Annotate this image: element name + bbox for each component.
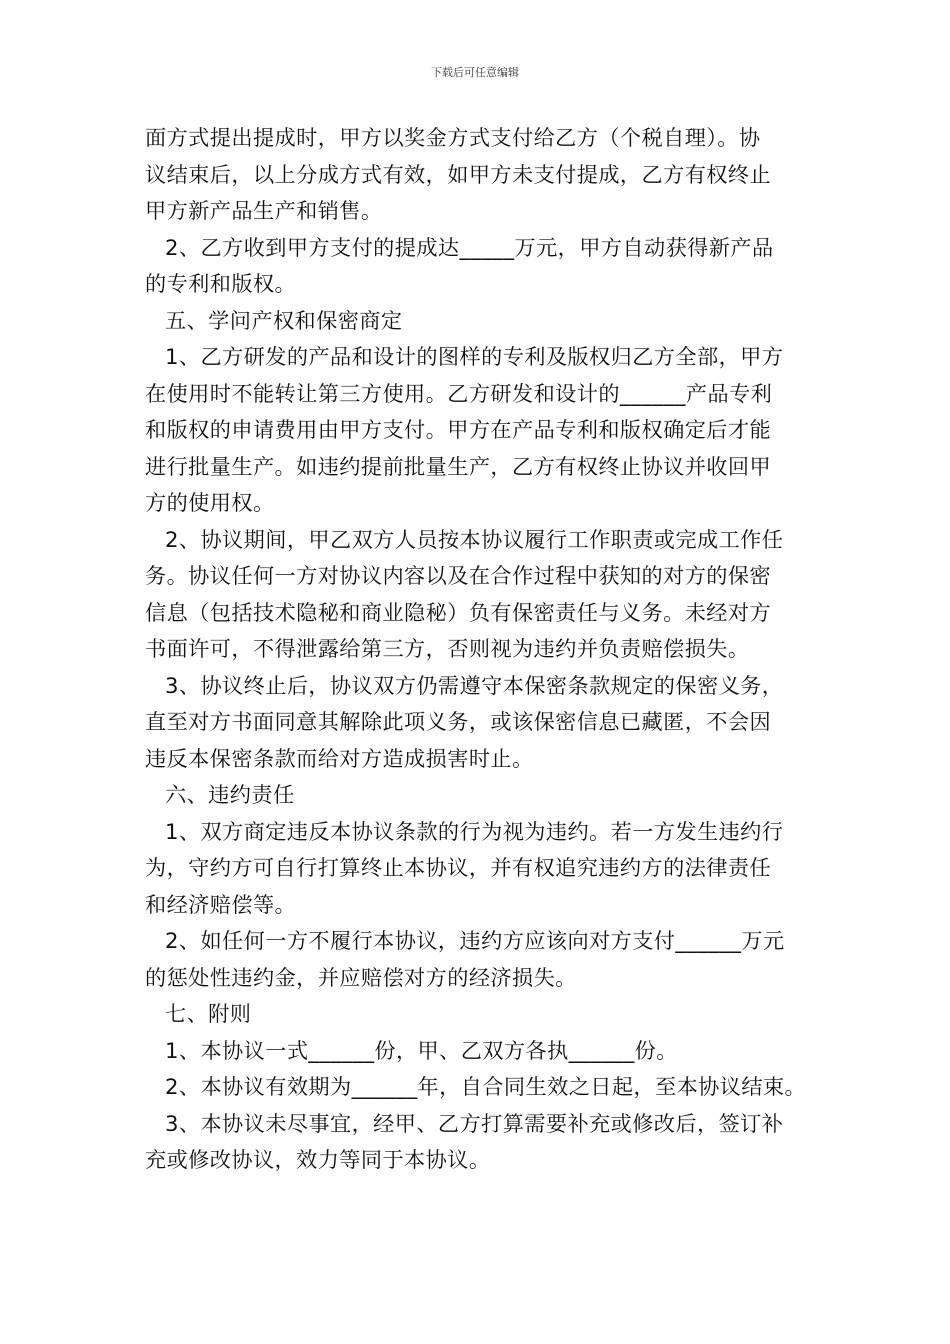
text-line: 书面许可，不得泄露给第三方，否则视为违约并负责赔偿损失。: [145, 636, 750, 661]
page-header-note: 下载后可任意编辑: [431, 66, 519, 79]
text-line: 七、附则: [165, 1001, 252, 1026]
text-line: 2、本协议有效期为______年，自合同生效之日起，至本协议结束。: [165, 1074, 807, 1099]
text-line: 1、乙方研发的产品和设计的图样的专利及版权归乙方全部，甲方: [165, 344, 784, 369]
text-line: 在使用时不能转让第三方使用。乙方研发和设计的______产品专利: [145, 380, 773, 406]
text-line: 1、双方商定违反本协议条款的行为视为违约。若一方发生违约行: [165, 818, 784, 844]
text-line: 2、协议期间，甲乙双方人员按本协议履行工作职责或完成工作任: [165, 526, 784, 552]
text-line: 3、协议终止后，协议双方仍需遵守本保密条款规定的保密义务，: [165, 672, 784, 698]
text-line: 的惩处性违约金，并应赔偿对方的经济损失。: [145, 964, 577, 990]
text-line: 甲方新产品生产和销售。: [145, 198, 383, 223]
text-line: 议结束后，以上分成方式有效，如甲方未支付提成，乙方有权终止: [145, 161, 772, 187]
text-line: 进行批量生产。如违约提前批量生产，乙方有权终止协议并收回甲: [145, 453, 772, 479]
document-body: [145, 120, 807, 1179]
text-line: 违反本保密条款而给对方造成损害时止。: [145, 745, 534, 771]
text-line: 2、如任何一方不履行本协议，违约方应该向对方支付______万元: [165, 928, 785, 953]
text-line: 2、乙方收到甲方支付的提成达_____万元，甲方自动获得新产品: [165, 234, 774, 260]
text-line: 充或修改协议，效力等同于本协议。: [145, 1147, 491, 1172]
text-line: 直至对方书面同意其解除此项义务，或该保密信息已藏匿，不会因: [145, 709, 772, 734]
text-line: 六、违约责任: [165, 782, 295, 807]
text-line: 1、本协议一式______份，甲、乙双方各执______份。: [165, 1037, 678, 1063]
text-line: 务。协议任何一方对协议内容以及在合作过程中获知的对方的保密: [145, 563, 772, 588]
text-line: 面方式提出提成时，甲方以奖金方式支付给乙方（个税自理）。协: [145, 125, 761, 150]
text-line: 和经济赔偿等。: [145, 891, 297, 917]
text-line: 3、本协议未尽事宜，经甲、乙方打算需要补充或修改后，签订补: [165, 1110, 784, 1136]
text-line: 方的使用权。: [145, 490, 275, 515]
text-line: 信息（包括技术隐秘和商业隐秘）负有保密责任与义务。未经对方: [145, 599, 772, 625]
text-line: 为，守约方可自行打算终止本协议，并有权追究违约方的法律责任: [145, 855, 772, 880]
text-line: 的专利和版权。: [145, 271, 297, 296]
text-line: 和版权的申请费用由甲方支付。甲方在产品专利和版权确定后才能: [145, 417, 772, 442]
text-line: 五、学问产权和保密商定: [165, 307, 403, 333]
